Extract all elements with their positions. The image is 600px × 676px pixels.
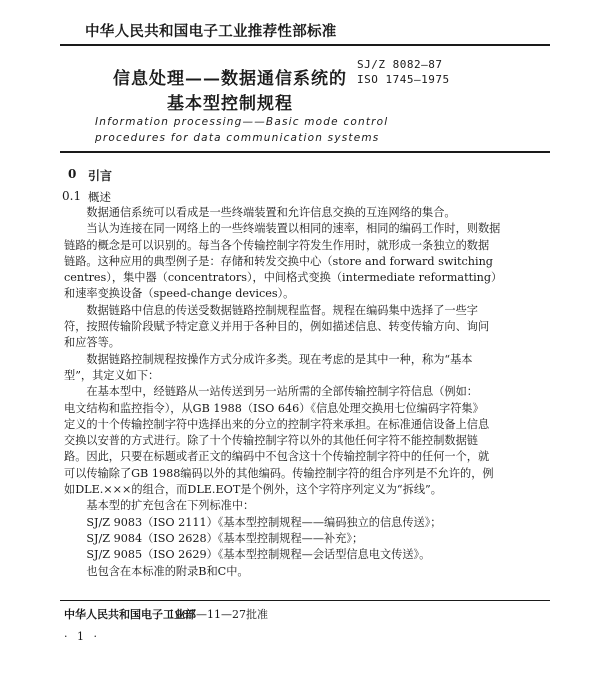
body-line: 交换以安普的方式进行。除了十个传输控制字符以外的其他任何字符不能控制数据链: [64, 434, 478, 448]
body-line: 在基本型中，经链路从一站传送到另一站所需的全部传输控制字符信息（例如：: [64, 385, 478, 399]
body-line: 当认为连接在同一网络上的一些终端装置以相同的速率，相同的编码工作时，则数据: [64, 222, 501, 236]
body-line: centres），集中器（concentrators），中间格式变换（intermediate reformatting）: [64, 271, 503, 285]
body-line: 数据链路中信息的传送受数据链路控制规程监督。规程在编码集中选择了一些字: [64, 303, 478, 317]
issuer-header: 中华人民共和国电子工业推荐性部标准: [85, 23, 337, 40]
body-line: 如DLE.×××的组合，而DLE.EOT是个例外，这个字符序列定义为“拆线”。: [64, 483, 442, 497]
body-line: 定义的十个传输控制字符中选择出来的分立的控制字符来承担。在标准通信设备上信息: [64, 417, 490, 431]
body-line: 也包含在本标准的附录B和C中。: [64, 564, 249, 578]
body-line: 数据链路控制规程按操作方式分成许多类。现在考虑的是其中一种，称为“基本: [64, 352, 473, 366]
body-line: 路。因此，只要在标题或者正文的编码中不包含这十个传输控制字符中的任何一个，就: [64, 450, 490, 464]
footer-approval-date: 1987—11—27批准: [168, 608, 268, 621]
body-line: 数据通信系统可以看成是一些终端装置和允许信息交换的互连网络的集合。: [64, 206, 456, 219]
body-line: 基本型的扩充包含在下列标准中：: [64, 499, 255, 513]
body-line: 符，按照传输阶段赋予特定意义并用于各种目的，例如描述信息、转变传输方向、询问: [64, 320, 490, 334]
subsection-title: 概述: [88, 190, 111, 204]
body-line: 电文结构和监控指令），从GB 1988（ISO 646）《信息处理交换用七位编码字符集》: [64, 401, 484, 415]
title-rule: [60, 151, 550, 153]
top-rule: [60, 44, 550, 46]
section-number: 0: [68, 167, 77, 181]
section-title: 引言: [88, 169, 113, 183]
title-cn-line2: 基本型控制规程: [167, 94, 293, 114]
footer-rule: [60, 600, 550, 601]
body-line: 和应答等。: [64, 336, 120, 350]
body-line: SJ/Z 9085（ISO 2629）《基本型控制规程—会话型信息电文传送》。: [64, 548, 431, 562]
title-en-line1: Information processing——Basic mode control: [95, 116, 389, 128]
footer-publisher: 中华人民共和国电子工业部: [64, 608, 196, 621]
body-line: SJ/Z 9083（ISO 2111）《基本型控制规程——编码独立的信息传送》；: [64, 515, 442, 529]
subsection-number: 0.1: [62, 189, 82, 203]
title-en-line2: procedures for data communication systems: [95, 132, 380, 144]
body-paragraphs: [64, 205, 544, 580]
title-cn-line1: 信息处理——数据通信系统的: [113, 69, 347, 89]
body-line: SJ/Z 9084（ISO 2628）《基本型控制规程——补充》；: [64, 531, 364, 545]
body-line: 可以传输除了GB 1988编码以外的其他编码。传输控制字符的组合序列是不允许的，例: [64, 466, 494, 480]
body-line: 和速率变换设备（speed-change devices）。: [64, 287, 295, 301]
body-line: 链路。这种应用的典型例子是：存储和转发交换中心（store and forward switching: [64, 254, 493, 268]
body-line: 型”，其定义如下：: [64, 368, 160, 382]
page-number: · 1 ·: [64, 630, 100, 643]
body-line: 链路的概念是可以识别的。每当各个传输控制字符发生作用时，就形成一条独立的数据: [64, 238, 490, 252]
iso-code: ISO 1745—1975: [357, 73, 450, 86]
standard-code: SJ/Z 8082—87: [357, 58, 443, 71]
